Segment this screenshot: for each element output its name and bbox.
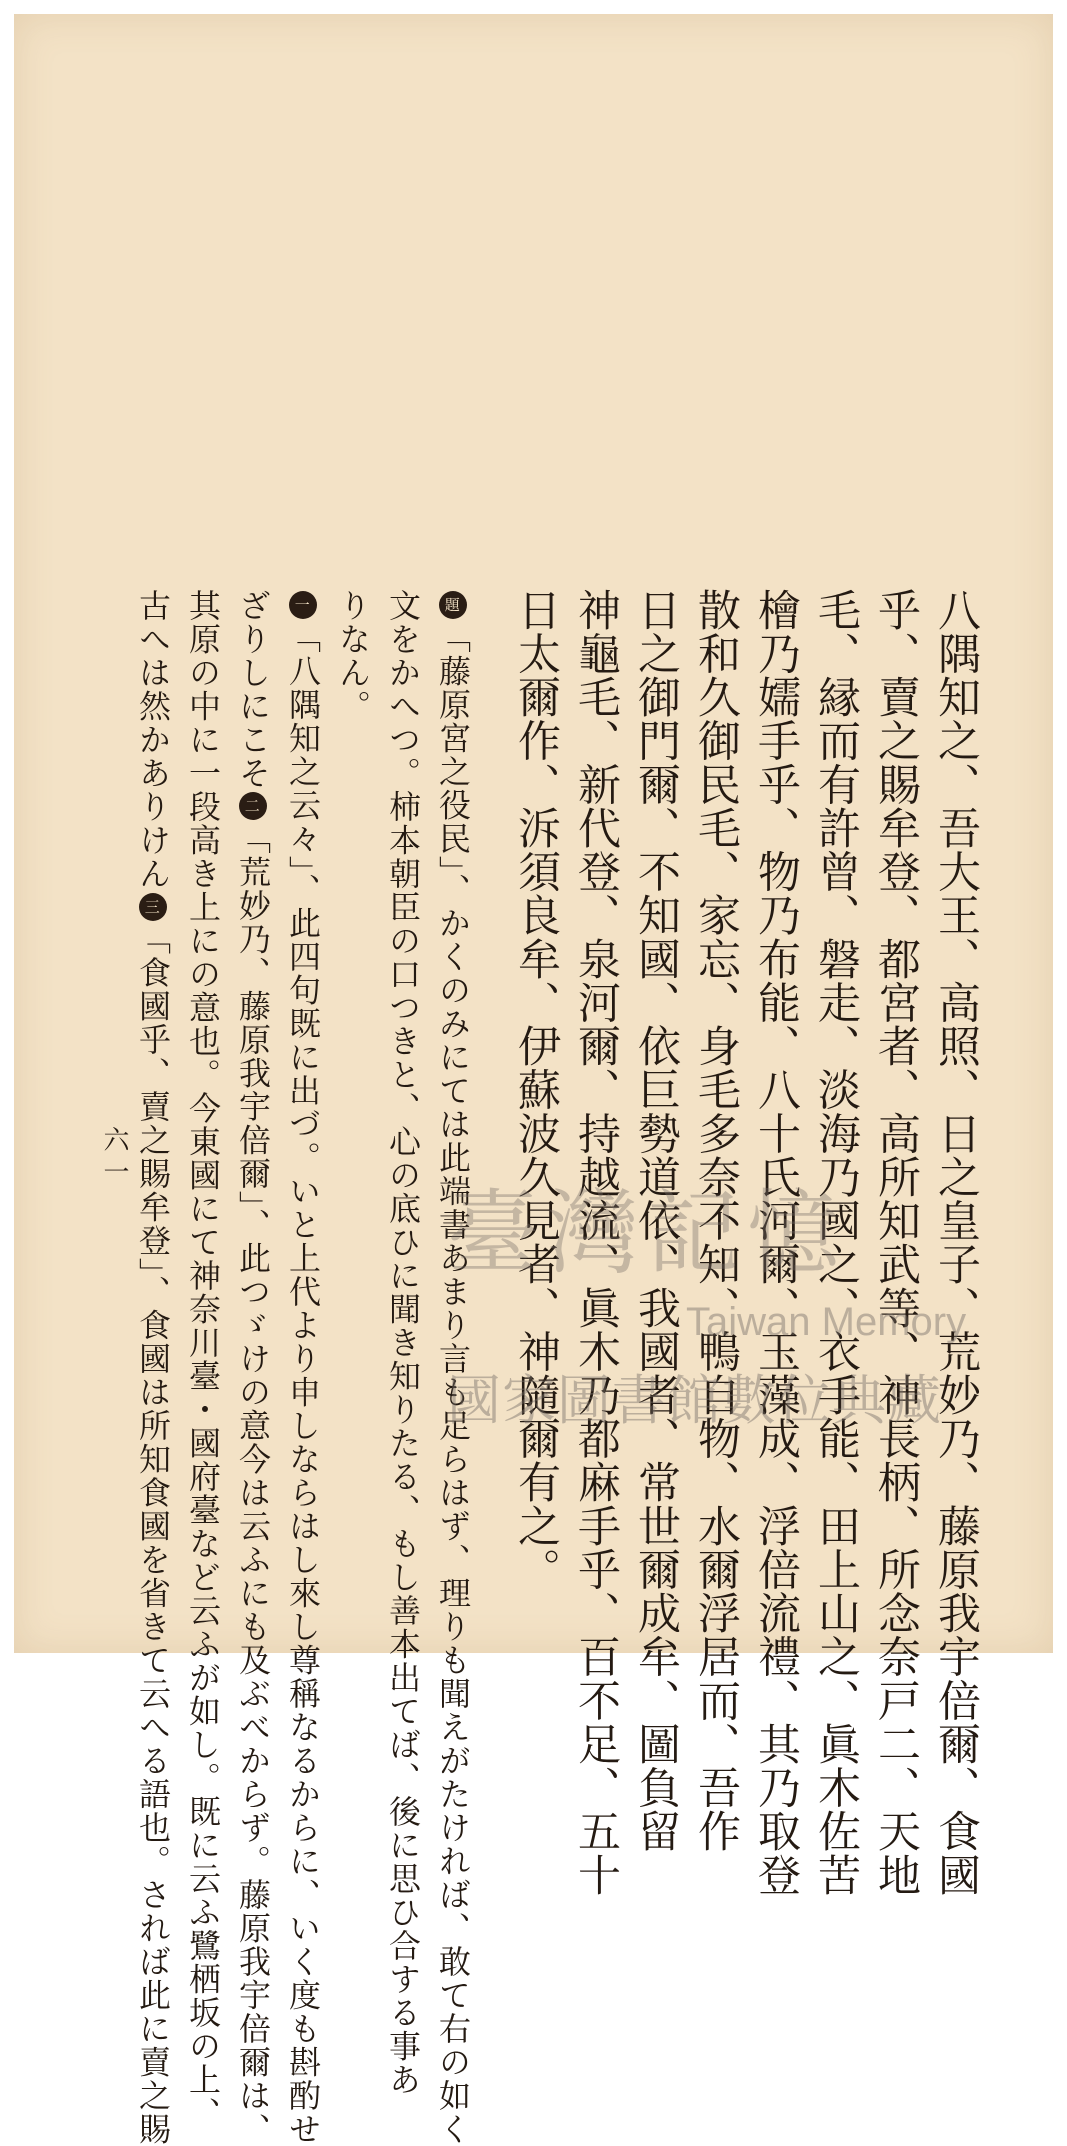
commentary-text: 古へは然かありけん xyxy=(134,589,172,891)
note-mark-three: 三 xyxy=(139,893,167,921)
poem-line-2: 乎、賣之賜牟登、都宮者、高所知武等、神長柄、所念奈戸二、天地 xyxy=(874,588,917,1897)
commentary-text: 其原の中に一段高き上にの意也。今東國にて神奈川臺 xyxy=(184,589,222,1393)
commentary-text: 「藤原宮之役民」、かくのみにては此端書あまり言も足らはず、理りも聞えがたければ、敢て右の如く xyxy=(434,621,472,2146)
poem-line-7: 神龜毛、新代登、泉河爾、持越流、眞木乃都麻手乎、百不足、五十 xyxy=(574,588,617,1897)
note-mark-one: 一 xyxy=(289,591,317,619)
poem-line-6: 日之御門爾、不知國、依巨勢道依、我國者、常世爾成牟、圖負留 xyxy=(634,588,677,1853)
commentary-text: ざりしにこそ xyxy=(234,589,272,790)
commentary-line-6 xyxy=(187,589,219,2130)
poem-line-1: 八隅知之、吾大王、高照、日之皇子、荒妙乃、藤原我宇倍爾、食國 xyxy=(934,588,977,1897)
commentary-text: 「八隅知之云々」、此四句既に出づ。いと上代より申しならはし來し尊稱なるからに、いく度も斟酌せ xyxy=(284,621,322,2146)
bullet-mark: ・ xyxy=(184,1393,222,1427)
commentary-line-2: 文をかへつ。柿本朝臣の口つきと、心の底ひに聞き知りたる、もし善本出てば、後に思ひ合する事あ xyxy=(387,589,419,2097)
commentary-text: 國府臺など云ふが如し。既に云ふ鷺栖坂の上、 xyxy=(184,1427,222,2131)
commentary-line-5 xyxy=(237,589,269,2146)
commentary-line-7 xyxy=(137,589,169,2146)
note-mark-two: 二 xyxy=(239,792,267,820)
watermark-chinese: 國家圖書館數位典藏 xyxy=(447,1358,942,1435)
commentary-line-3: りなん。 xyxy=(337,589,369,723)
poem-line-5: 散和久御民毛、家忘、身毛多奈不知、鴨自物、水爾浮居而、吾作 xyxy=(694,588,737,1853)
commentary-text: 「荒妙乃、藤原我宇倍爾」、此つゞけの意今は云ふにも及ぶべからず。藤原我宇倍爾は、 xyxy=(234,822,272,2146)
commentary-text: 「食國乎、賣之賜牟登」、食國は所知食國を省きて云へる語也。されば此に賣之賜 xyxy=(134,923,172,2146)
watermark-logo: 臺灣記憶 xyxy=(447,1180,939,1288)
watermark-english: Taiwan Memory xyxy=(686,1300,966,1345)
page-number: 六一 xyxy=(96,1126,133,1190)
section-mark: 題 xyxy=(439,591,467,619)
poem-line-3: 毛、縁而有許曾、磐走、淡海乃國之、衣手能、田上山之、眞木佐苦 xyxy=(814,588,857,1897)
commentary-line-4 xyxy=(287,589,319,2146)
poem-line-4: 檜乃嬬手乎、物乃布能、八十氏河爾、玉藻成、浮倍流禮、其乃取登 xyxy=(754,588,797,1897)
poem-line-8: 日太爾作、泝須良牟、伊蘇波久見者、神隨爾有之。 xyxy=(514,588,557,1591)
